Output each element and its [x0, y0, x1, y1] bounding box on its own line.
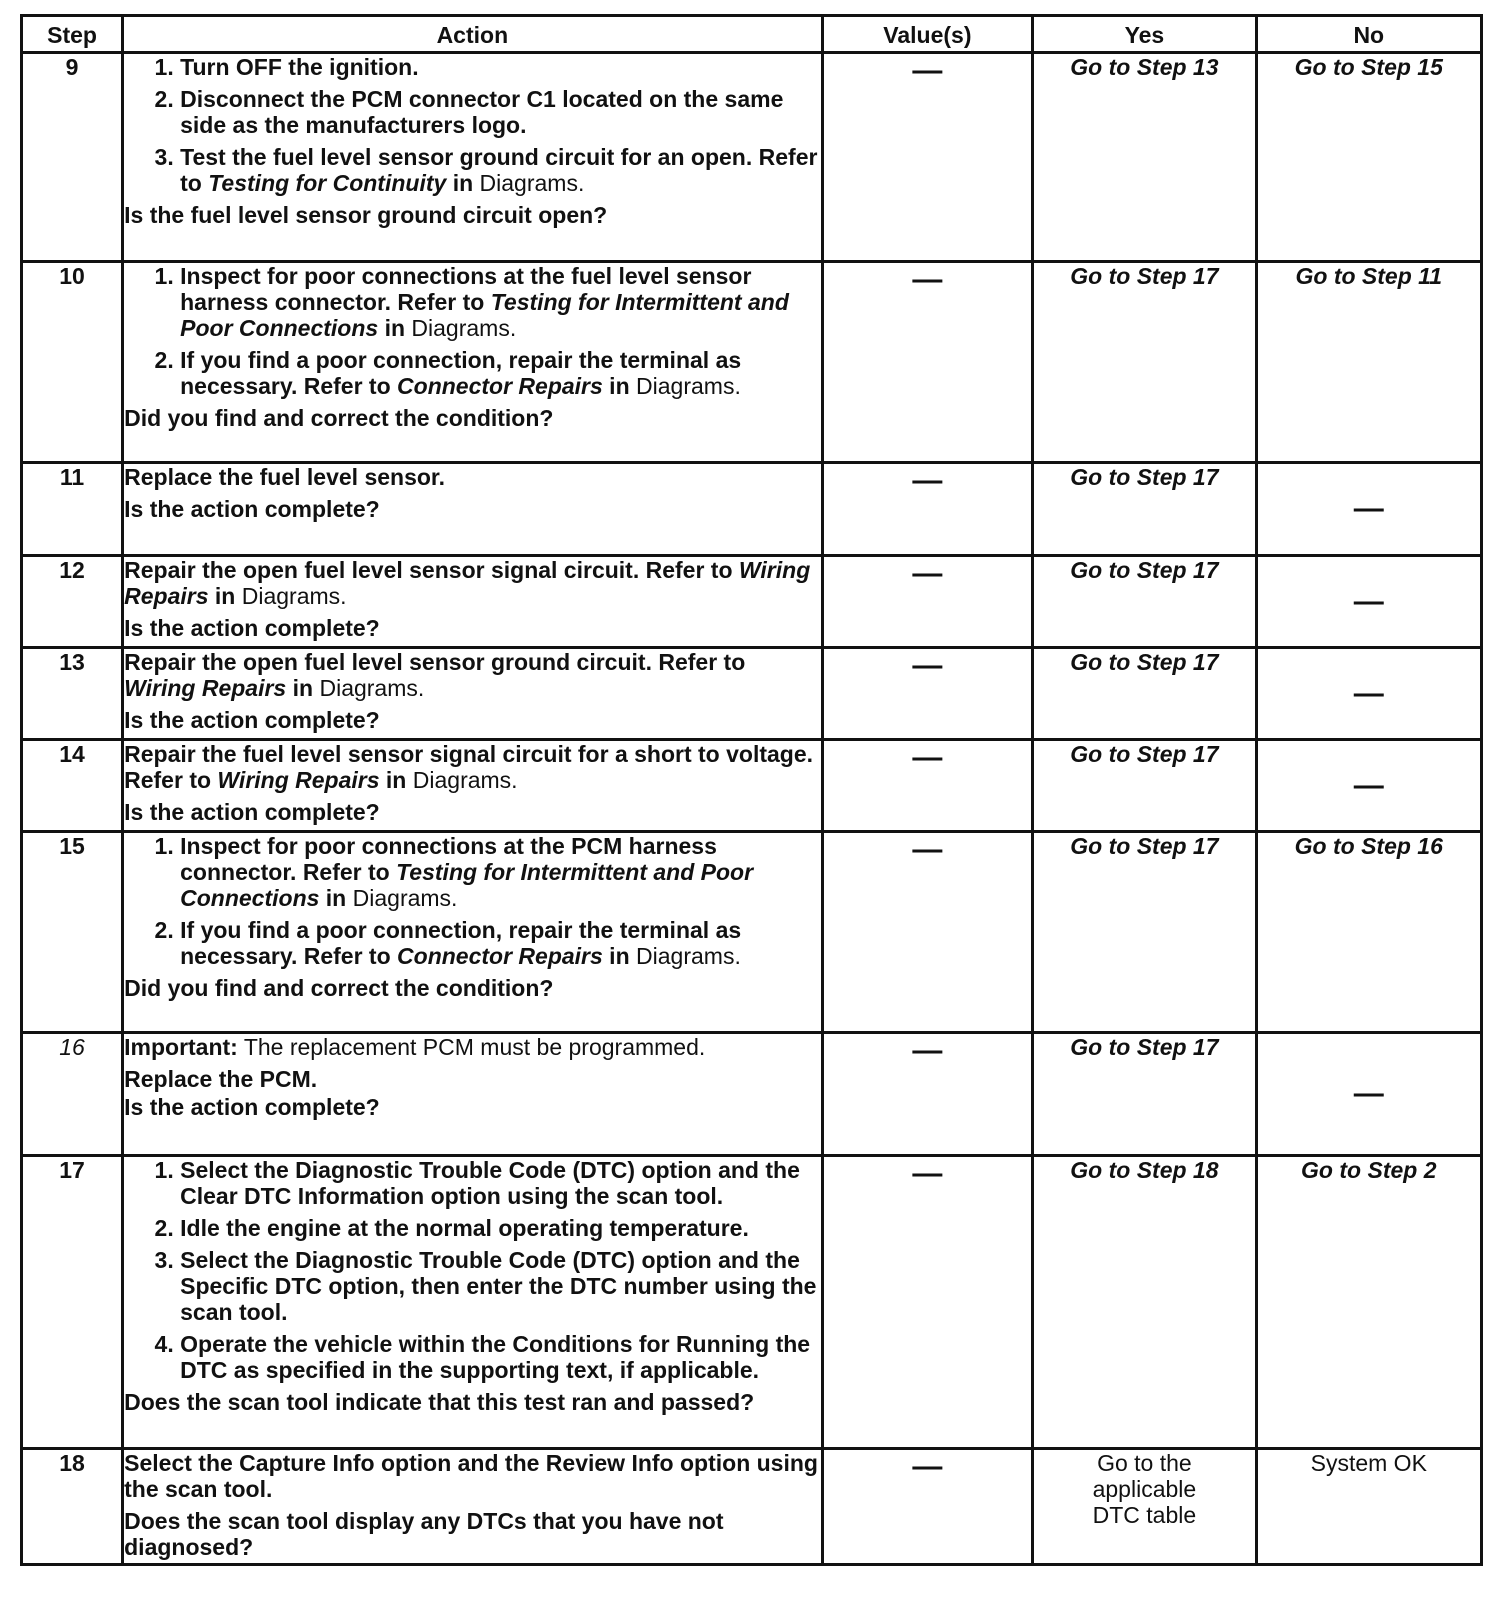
action-item: 4. Operate the vehicle within the Conditions for Running the DTC as specified in the supporting text, if applicable.	[180, 1331, 820, 1383]
yes-text: Go to the applicable DTC table	[1092, 1450, 1197, 1528]
table-row	[22, 648, 1482, 740]
table-row	[22, 740, 1482, 832]
action-text: in	[602, 943, 637, 969]
action-text: Inspect for poor connections at the fuel level sensor harness connector. Refer to	[180, 263, 752, 315]
table-row	[22, 262, 1482, 463]
no-cell: —	[1256, 556, 1481, 648]
reference-title: Wiring Repairs	[124, 557, 811, 609]
reference-source: Diagrams.	[479, 170, 585, 196]
action-item: 2. Idle the engine at the normal operating temperature.	[180, 1215, 820, 1241]
action-cell	[123, 53, 822, 262]
yes-cell: Go to Step 13	[1033, 53, 1256, 262]
action-list	[124, 833, 820, 969]
important-note	[124, 1034, 820, 1060]
action-text: Repair the fuel level sensor signal circuit for a short to voltage. Refer to	[124, 741, 814, 793]
question: Is the fuel level sensor ground circuit open?	[124, 202, 608, 228]
question: Does the scan tool indicate that this test ran and passed?	[124, 1389, 755, 1415]
yes-cell: Go to Step 17	[1033, 740, 1256, 832]
reference-title: Testing for Intermittent and Poor Connections	[180, 859, 754, 911]
value-cell: —	[822, 648, 1033, 740]
table-row	[22, 463, 1482, 556]
reference-title: Wiring Repairs	[217, 767, 380, 793]
table-row	[22, 832, 1482, 1033]
action-text: in	[319, 885, 353, 911]
yes-cell: Go to Step 17	[1033, 648, 1256, 740]
question: Is the action complete?	[124, 1094, 380, 1120]
reference-title: Testing for Intermittent and Poor Connections	[180, 289, 789, 341]
table-row	[22, 1449, 1482, 1565]
reference-title: Testing for Continuity	[208, 170, 447, 196]
yes-cell: Go to Step 17	[1033, 556, 1256, 648]
action-text: Inspect for poor connections at the PCM harness connector. Refer to	[180, 833, 717, 885]
action-cell	[123, 740, 822, 832]
action-text: in	[602, 373, 637, 399]
action-item	[180, 144, 820, 196]
value-cell: —	[822, 53, 1033, 262]
action-text: in	[446, 170, 480, 196]
value-cell: —	[822, 463, 1033, 556]
reference-source: Diagrams.	[636, 373, 741, 399]
action-text: Replace the fuel level sensor.	[124, 464, 445, 490]
no-cell: Go to Step 2	[1256, 1156, 1481, 1449]
question: Does the scan tool display any DTCs that you have not diagnosed?	[124, 1508, 724, 1560]
question: Did you find and correct the condition?	[124, 975, 554, 1001]
table-row	[22, 1033, 1482, 1156]
no-cell: —	[1256, 1033, 1481, 1156]
action-item: 1. Select the Diagnostic Trouble Code (DTC) option and the Clear DTC Information option using the scan tool.	[180, 1157, 820, 1209]
action-text	[124, 557, 820, 609]
action-text	[124, 649, 820, 701]
question: Is the action complete?	[124, 496, 380, 522]
reference-source: Diagrams.	[636, 943, 741, 969]
question: Is the action complete?	[124, 707, 380, 733]
reference-source: Diagrams.	[412, 767, 518, 793]
action-cell	[123, 556, 822, 648]
reference-source: Diagrams.	[411, 315, 517, 341]
step-number: 16	[22, 1033, 123, 1156]
action-text: Replace the PCM.	[124, 1066, 318, 1092]
value-cell: —	[822, 1156, 1033, 1449]
header-row	[22, 16, 1482, 53]
reference-title: Connector Repairs	[397, 373, 603, 399]
step-number: 12	[22, 556, 123, 648]
value-cell: —	[822, 556, 1033, 648]
value-cell: —	[822, 740, 1033, 832]
action-text: Repair the open fuel level sensor signal circuit. Refer to	[124, 557, 739, 583]
value-cell: —	[822, 1033, 1033, 1156]
step-number: 13	[22, 648, 123, 740]
no-cell: Go to Step 11	[1256, 262, 1481, 463]
reference-source: Diagrams.	[319, 675, 425, 701]
action-item	[180, 833, 820, 911]
action-cell	[123, 1033, 822, 1156]
header-step: Step	[22, 16, 123, 53]
table-row	[22, 53, 1482, 262]
action-list	[124, 263, 820, 399]
action-list	[124, 1157, 820, 1383]
action-item: 2. Disconnect the PCM connector C1 located on the same side as the manufacturers logo.	[180, 86, 820, 138]
no-cell: —	[1256, 740, 1481, 832]
no-cell: —	[1256, 463, 1481, 556]
action-cell	[123, 1449, 822, 1565]
action-cell	[123, 832, 822, 1033]
action-cell	[123, 262, 822, 463]
action-text: in	[378, 315, 412, 341]
table-row	[22, 1156, 1482, 1449]
yes-cell	[1033, 1449, 1256, 1565]
yes-cell: Go to Step 18	[1033, 1156, 1256, 1449]
header-values: Value(s)	[822, 16, 1033, 53]
action-cell	[123, 463, 822, 556]
yes-cell: Go to Step 17	[1033, 262, 1256, 463]
important-label: Important:	[124, 1034, 238, 1060]
reference-source: Diagrams.	[241, 583, 347, 609]
header-action: Action	[123, 16, 822, 53]
no-cell: System OK	[1256, 1449, 1481, 1565]
step-number: 9	[22, 53, 123, 262]
yes-cell: Go to Step 17	[1033, 1033, 1256, 1156]
header-yes: Yes	[1033, 16, 1256, 53]
action-text: If you find a poor connection, repair the terminal as necessary. Refer to	[180, 917, 742, 969]
action-text: Repair the open fuel level sensor ground circuit. Refer to	[124, 649, 746, 675]
action-item: 1. Turn OFF the ignition.	[180, 54, 820, 80]
action-item	[180, 917, 820, 969]
no-cell: Go to Step 15	[1256, 53, 1481, 262]
reference-title: Wiring Repairs	[124, 675, 287, 701]
action-cell	[123, 648, 822, 740]
action-text: Test the fuel level sensor ground circuit for an open. Refer to	[180, 144, 818, 196]
step-number: 18	[22, 1449, 123, 1565]
header-no: No	[1256, 16, 1481, 53]
value-cell: —	[822, 1449, 1033, 1565]
action-item	[180, 347, 820, 399]
action-list	[124, 54, 820, 196]
yes-cell: Go to Step 17	[1033, 832, 1256, 1033]
step-number: 15	[22, 832, 123, 1033]
no-cell: Go to Step 16	[1256, 832, 1481, 1033]
action-item	[180, 263, 820, 341]
table-row	[22, 556, 1482, 648]
step-number: 17	[22, 1156, 123, 1449]
reference-title: Connector Repairs	[397, 943, 603, 969]
step-number: 14	[22, 740, 123, 832]
no-cell: —	[1256, 648, 1481, 740]
value-cell: —	[822, 832, 1033, 1033]
action-text: Select the Capture Info option and the Review Info option using the scan tool.	[124, 1450, 818, 1502]
action-text: in	[208, 583, 242, 609]
diagnostic-table	[20, 14, 1483, 1566]
step-number: 11	[22, 463, 123, 556]
question: Did you find and correct the condition?	[124, 405, 554, 431]
action-cell	[123, 1156, 822, 1449]
yes-cell: Go to Step 17	[1033, 463, 1256, 556]
action-text	[124, 741, 820, 793]
question: Is the action complete?	[124, 799, 380, 825]
action-text: in	[379, 767, 413, 793]
action-item: 3. Select the Diagnostic Trouble Code (DTC) option and the Specific DTC option, then enter the DTC number using the scan tool.	[180, 1247, 820, 1325]
reference-source: Diagrams.	[352, 885, 458, 911]
important-text: The replacement PCM must be programmed.	[237, 1034, 706, 1060]
value-cell: —	[822, 262, 1033, 463]
question: Is the action complete?	[124, 615, 380, 641]
action-text: in	[286, 675, 320, 701]
step-number: 10	[22, 262, 123, 463]
action-text: If you find a poor connection, repair the terminal as necessary. Refer to	[180, 347, 742, 399]
